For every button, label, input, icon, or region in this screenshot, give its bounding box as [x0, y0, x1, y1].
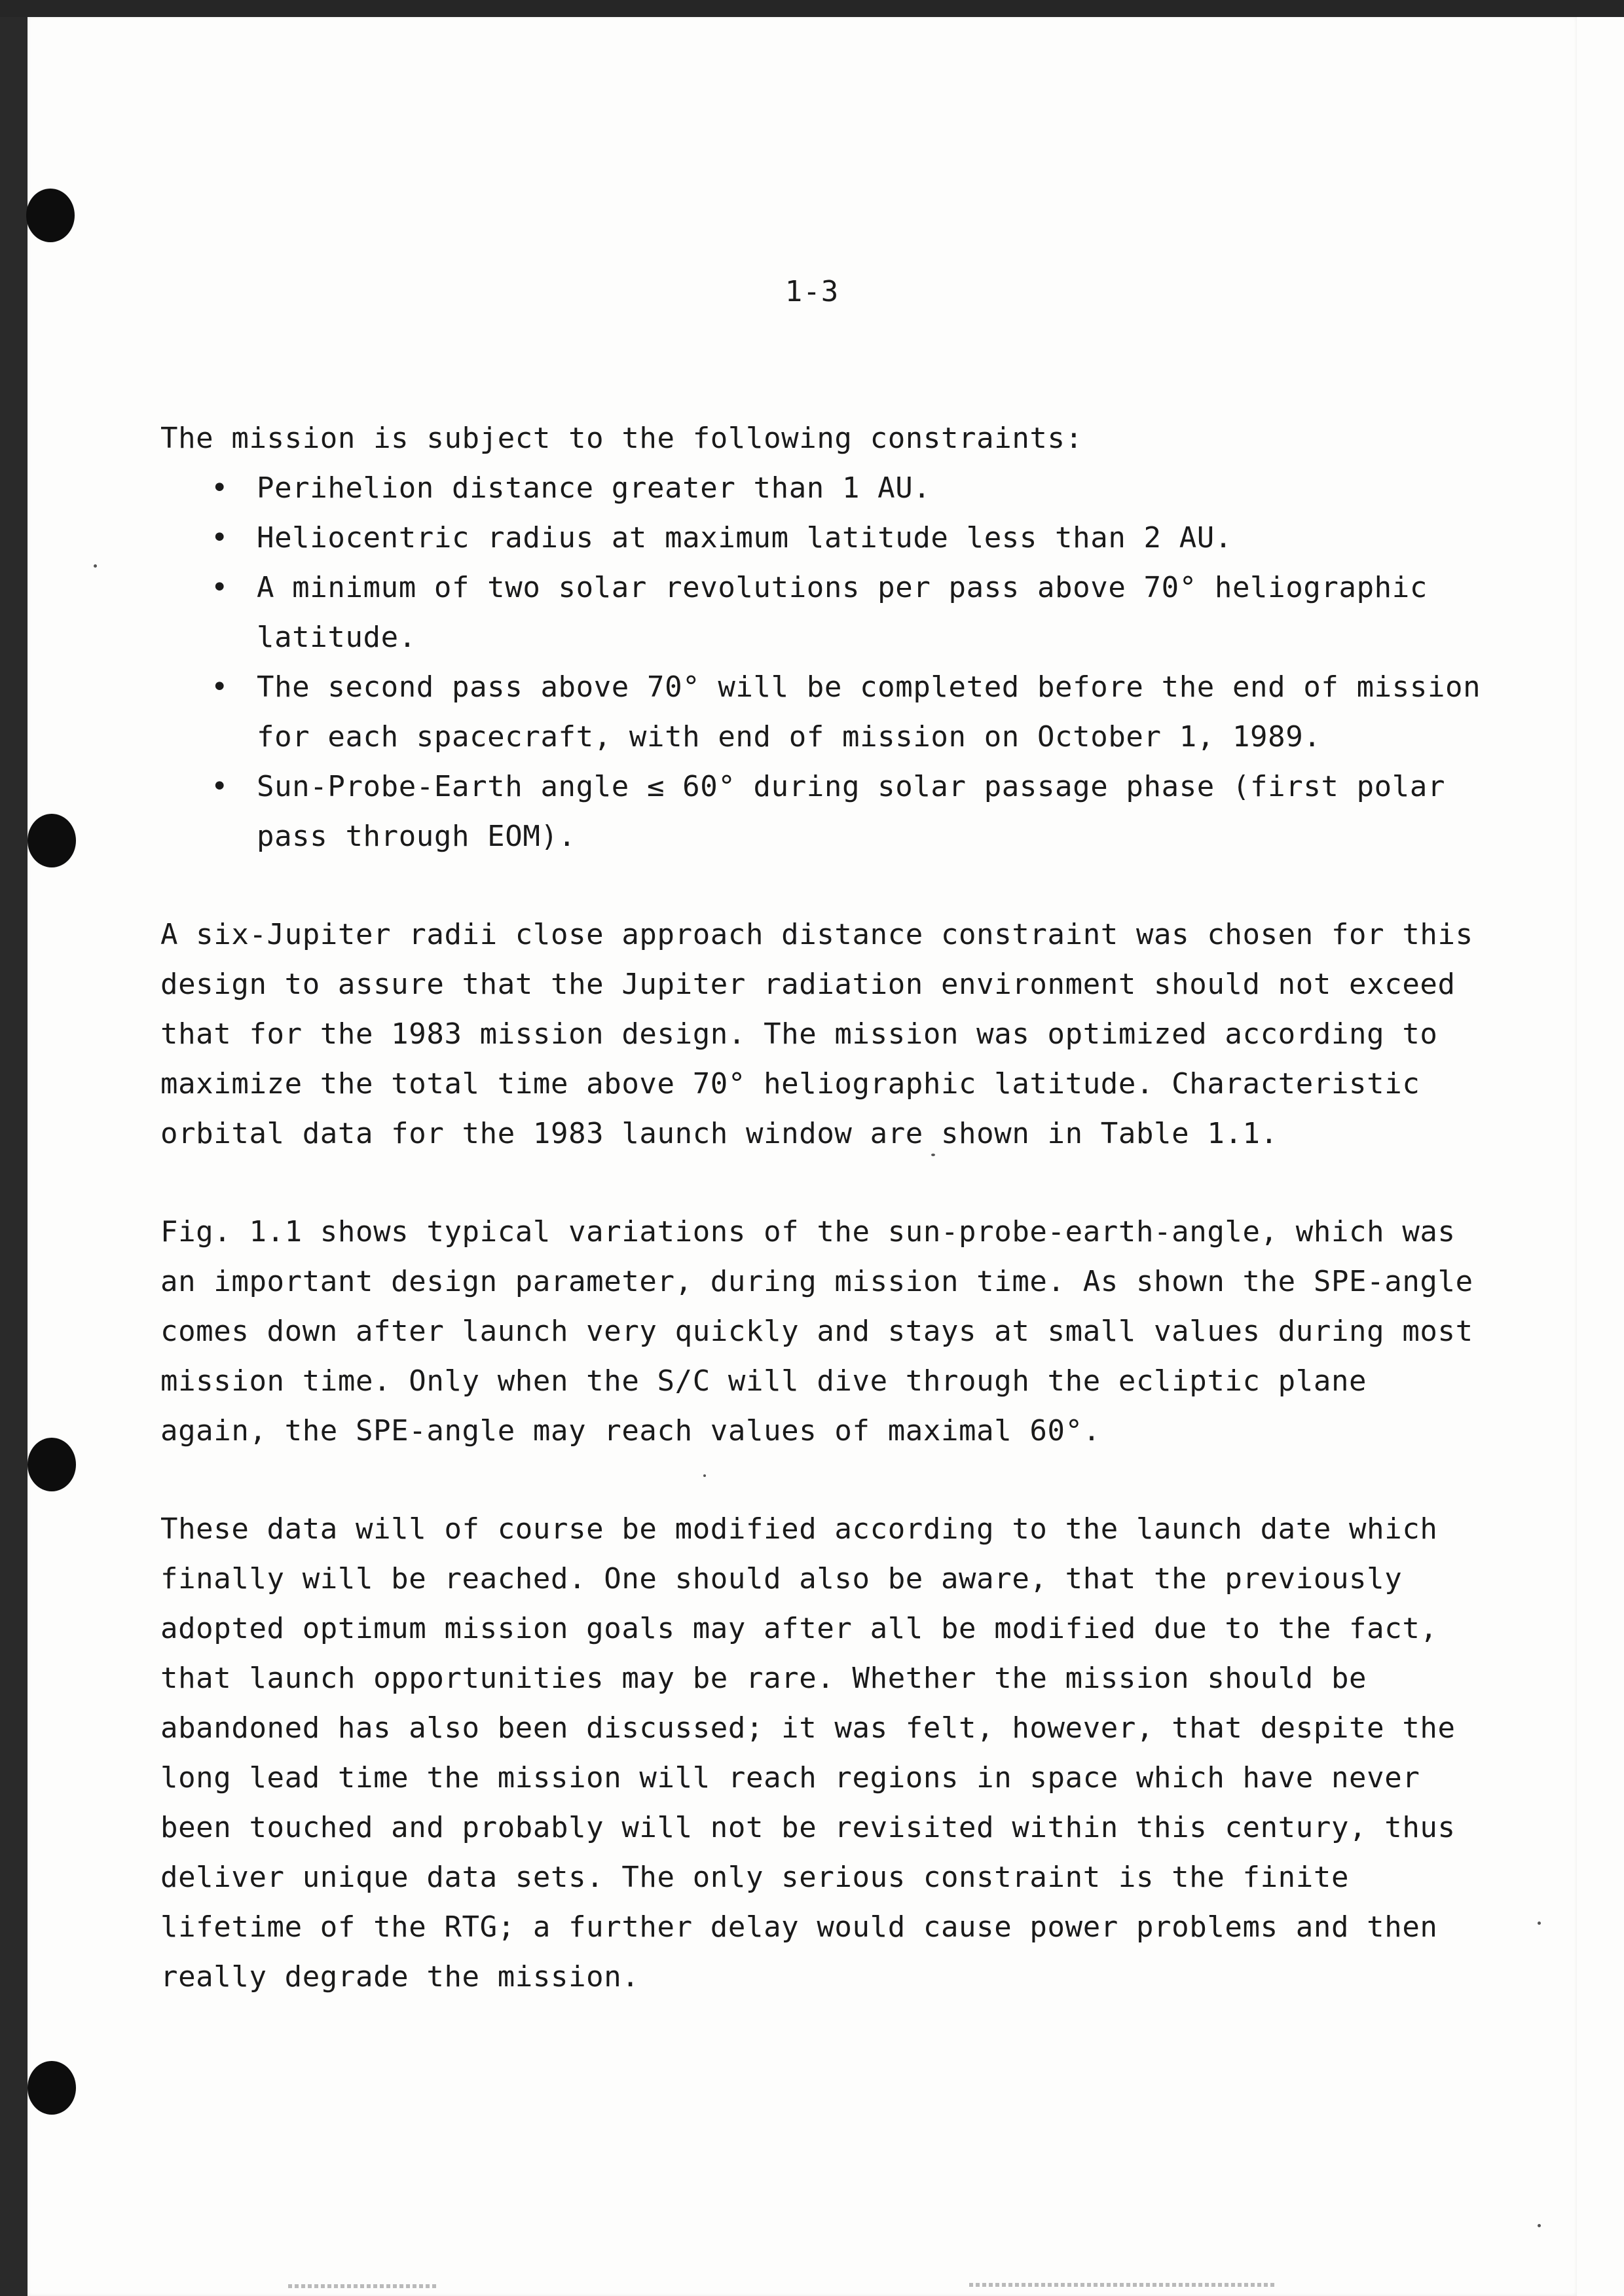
scan-smudge [969, 2283, 1277, 2287]
constraints-intro: The mission is subject to the following constraints: [160, 422, 1083, 455]
constraint-item: • A minimum of two solar revolutions per pass above 70° heliographic latitude. [160, 563, 1490, 663]
page-number: 1-3 [784, 275, 840, 308]
punch-hole-1 [26, 189, 75, 242]
scan-speck [1538, 1922, 1541, 1925]
constraint-item: • The second pass above 70° will be completed before the end of mission for each spacecraft, with end of mission on October 1, 1989. [160, 663, 1490, 762]
punch-hole-4 [28, 2061, 76, 2115]
paragraph-launch-date: These data will of course be modified according to the launch date which finally will be reached. One should also be aware, that the previously adopted optimum mission goals may after all be modified due to the fact, that launch opportunities may be rare. Whether the mission should be abandoned has also been discussed; it was felt, however, that despite the long lead time the mission will reach regions in space which have never been touched and probably will not be revisited within this century, thus deliver unique data sets. The only serious constraint is the finite lifetime of the RTG; a further delay would cause power problems and then really degrade the mission. [160, 1512, 1456, 1994]
scan-speck [94, 564, 97, 568]
paragraph-approach-constraint: A six-Jupiter radii close approach distance constraint was chosen for this design to assure that the Jupiter radiation environment should not exceed that for the 1983 mission design. The mission was optimized according to maximize the total time above 70° heliographic latitude. Characteristic orbital data for the 1983 launch window are shown in Table 1.1. [160, 918, 1473, 1150]
paper-right-margin [1577, 17, 1624, 2296]
constraint-item: • Sun-Probe-Earth angle ≤ 60° during solar passage phase (first polar pass through EOM). [160, 762, 1490, 862]
constraint-item: • Heliocentric radius at maximum latitude less than 2 AU. [160, 513, 1490, 563]
scan-smudge [288, 2284, 439, 2288]
punch-hole-3 [28, 1438, 76, 1491]
paragraph-spe-angle: Fig. 1.1 shows typical variations of the sun-probe-earth-angle, which was an important design parameter, during mission time. As shown the SPE-angle comes down after launch very quickly and stays at small values during most mission time. Only when the S/C will dive through the ecliptic plane again, the SPE-angle may reach values of maximal 60°. [160, 1215, 1473, 1448]
document-body [160, 414, 1490, 2002]
scan-speck [1538, 2224, 1541, 2227]
punch-hole-2 [28, 814, 76, 867]
constraint-item: • Perihelion distance greater than 1 AU. [160, 464, 1490, 513]
scan-top-border [0, 0, 1624, 17]
constraints-list [160, 464, 1490, 862]
